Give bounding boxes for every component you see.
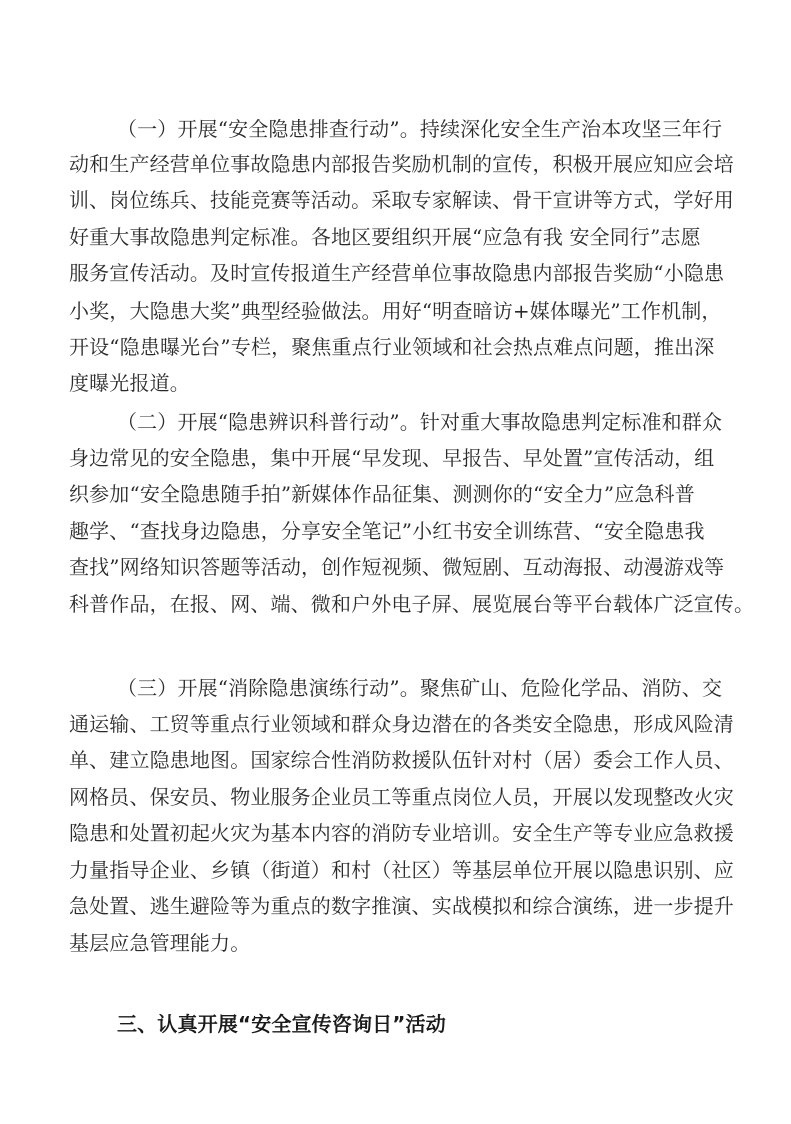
paragraph-3-line-2: 通运输、工贸等重点行业领域和群众身边潜在的各类安全隐患，形成风险清 xyxy=(69,712,734,736)
paragraph-3-line-3: 单、建立隐患地图。国家综合性消防救援队伍针对村（居）委会工作人员、 xyxy=(69,748,734,772)
paragraph-3-line-6: 力量指导企业、乡镇（街道）和村（社区）等基层单位开展以隐患识别、应 xyxy=(69,858,734,882)
paragraph-1-line-8: 度曝光报道。 xyxy=(69,371,190,395)
paragraph-1-line-2: 动和生产经营单位事故隐患内部报告奖励机制的宣传，积极开展应知应会培 xyxy=(69,152,734,176)
paragraph-2-line-4: 趣学、“查找身边隐患，分享安全笔记”小红书安全训练营、“安全隐患我 xyxy=(69,519,705,543)
paragraph-1-line-1: （一）开展“安全隐患排查行动”。持续深化安全生产治本攻坚三年行 xyxy=(117,117,723,141)
paragraph-3-line-1: （三）开展“消除隐患演练行动”。聚焦矿山、危险化学品、消防、交 xyxy=(117,676,723,700)
paragraph-3-line-4: 网格员、保安员、物业服务企业员工等重点岗位人员，开展以发现整改火灾 xyxy=(69,785,734,809)
paragraph-3-line-8: 基层应急管理能力。 xyxy=(69,931,251,955)
paragraph-2-line-5: 查找”网络知识答题等活动，创作短视频、微短剧、互动海报、动漫游戏等 xyxy=(69,555,725,579)
section-heading: 三、认真开展“安全宣传咨询日”活动 xyxy=(117,1012,446,1036)
paragraph-1-line-5: 服务宣传活动。及时宣传报道生产经营单位事故隐患内部报告奖励“小隐患 xyxy=(69,261,725,285)
paragraph-2-line-1: （二）开展“隐患辨识科普行动”。针对重大事故隐患判定标准和群众 xyxy=(117,410,723,434)
paragraph-2-line-3: 织参加“安全隐患随手拍”新媒体作品征集、测测你的“安全力”应急科普 xyxy=(69,482,695,506)
paragraph-3-line-5: 隐患和处置初起火灾为基本内容的消防专业培训。安全生产等专业应急救援 xyxy=(69,821,734,845)
paragraph-2-line-2: 身边常见的安全隐患，集中开展“早发现、早报告、早处置”宣传活动，组 xyxy=(69,446,715,470)
paragraph-3-line-7: 急处置、逃生避险等为重点的数字推演、实战模拟和综合演练，进一步提升 xyxy=(69,894,734,918)
paragraph-1-line-4: 好重大事故隐患判定标准。各地区要组织开展“应急有我 安全同行”志愿 xyxy=(69,225,701,249)
paragraph-1-line-3: 训、岗位练兵、技能竞赛等活动。采取专家解读、骨干宣讲等方式，学好用 xyxy=(69,188,734,212)
paragraph-1-line-7: 开设“隐患曝光台”专栏，聚焦重点行业领域和社会热点难点问题，推出深 xyxy=(69,335,715,359)
paragraph-1-line-6: 小奖，大隐患大奖”典型经验做法。用好“明查暗访+媒体曝光”工作机制， xyxy=(69,299,722,323)
paragraph-2-line-6: 科普作品，在报、网、端、微和户外电子屏、展览展台等平台载体广泛宣传。 xyxy=(69,592,755,616)
